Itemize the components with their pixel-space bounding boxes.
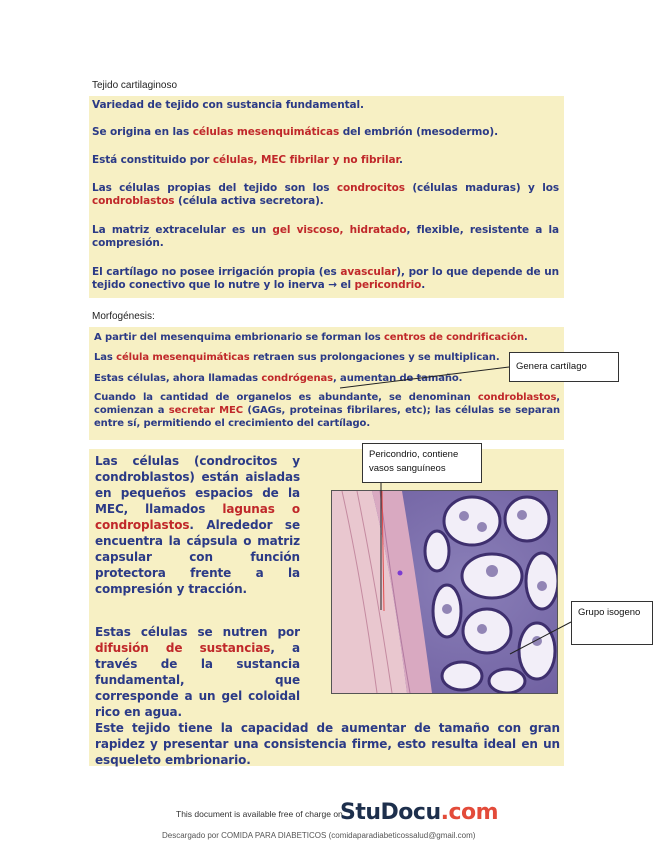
callout-pericondrio: Pericondrio, contiene vasos sanguíneos [362,443,482,483]
footer-availability-text: This document is available free of charge on [176,809,343,819]
intro-line-1: Variedad de tejido con sustancia fundamental. [92,99,364,111]
pointer-genera [340,367,509,388]
intro-line-3: Está constituido por células, MEC fibrilar y no fibrilar. [92,154,403,166]
callout-genera-cartilago: Genera cartílago [509,352,619,382]
morpho-line-3: Estas células, ahora llamadas condrógenas, aumentan de tamaño. [94,373,463,384]
cells-para-3: Este tejido tiene la capacidad de aumentar de tamaño con gran rapidez y presentar una consistencia firme, esto resulta ideal en un esqueleto embrionario. [95,721,560,767]
pointer-grupo [510,622,571,654]
cells-para-1: Las células (condrocitos y condroblastos) están aisladas en pequeños espacios de la MEC, llamados lagunas o condroplastos. Alrededor se encuentra la cápsula o matriz capsular con función protectora frente a la compresión y tracción. [95,454,300,596]
morpho-line-2: Las célula mesenquimáticas retraen sus prolongaciones y se multiplican. [94,352,500,363]
footer-download-credit: Descargado por COMIDA PARA DIABETICOS (comidaparadiabeticossalud@gmail.com) [162,831,476,840]
intro-line-5: La matriz extracelular es un gel viscoso, hidratado, flexible, resistente a la compresión. [92,224,559,249]
morpho-line-4: Cuando la cantidad de organelos es abundante, se denominan condroblastos, comienzan a secretar MEC (GAGs, proteinas fibrilares, etc); las células se separan entre sí, permitiendo el crecimiento del cartílago. [94,392,560,429]
cells-para-2: Estas células se nutren por difusión de sustancias, a través de la sustancia fundamental, que corresponde a un gel coloidal rico en agua. [95,625,300,719]
section-heading-morphogenesis: Morfogénesis: [92,311,155,322]
intro-line-2: Se origina en las células mesenquimáticas del embrión (mesodermo). [92,126,498,138]
intro-line-6: El cartílago no posee irrigación propia (es avascular), por lo que depende de un tejido conectivo que lo nutre y lo inerva → el pericondrio. [92,266,559,291]
studocu-logo[interactable]: StuDocu.com [340,800,499,825]
morpho-line-1: A partir del mesenquima embrionario se forman los centros de condrificación. [94,332,528,343]
callout-grupo-isogeno: Grupo isogeno [571,601,653,645]
intro-line-4: Las células propias del tejido son los condrocitos (células maduras) y los condroblastos (célula activa secretora). [92,182,559,207]
section-heading-cartilage: Tejido cartilaginoso [92,80,178,91]
